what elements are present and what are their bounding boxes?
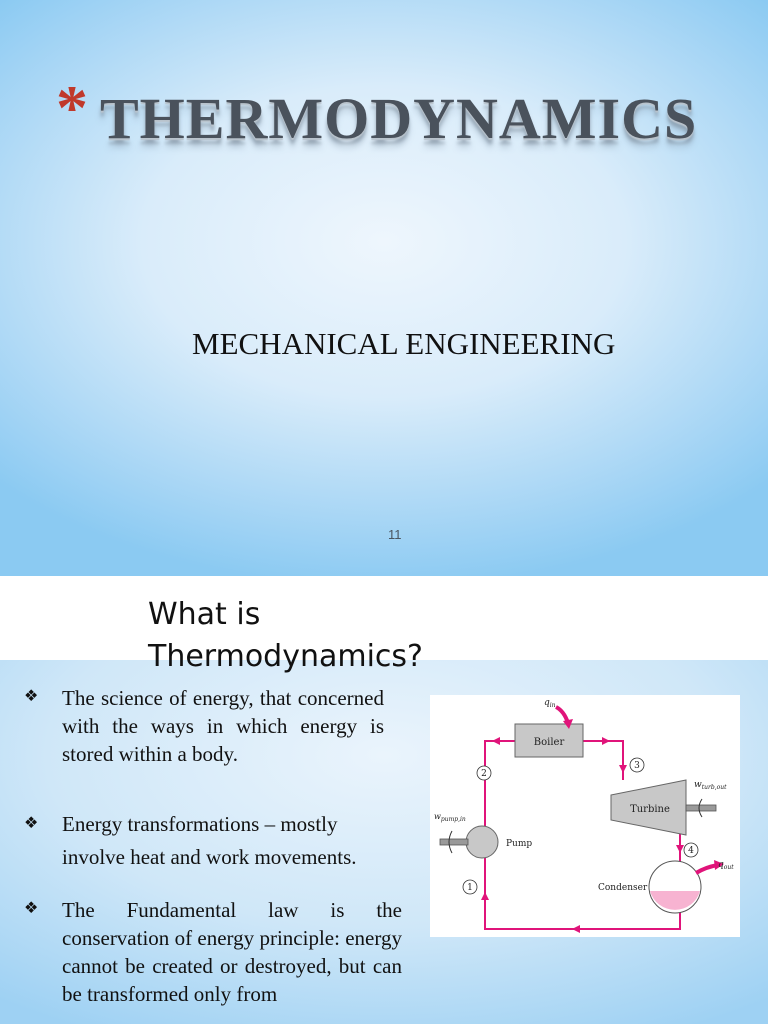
pipe-loop <box>475 741 680 929</box>
title-bar <box>0 576 768 674</box>
flow-arrows <box>481 737 684 933</box>
q-in-label: $q_{in}$ <box>544 698 556 709</box>
pump-label: Pump <box>506 839 533 849</box>
content-slide-title <box>148 594 423 678</box>
state-1-label: 1 <box>467 883 473 893</box>
pump-circle <box>466 826 498 858</box>
w-pump-label: $w_{pump,in}$ <box>434 812 466 823</box>
rankine-cycle-diagram <box>430 695 740 937</box>
bullet-text: Energy transformations – mostly involve heat and work movements. <box>62 812 357 869</box>
diamond-bullet-icon: ❖ <box>24 686 39 705</box>
cycle-svg <box>430 695 740 937</box>
bullet-item <box>22 684 384 768</box>
slide-number: 11 <box>388 527 402 542</box>
diamond-bullet-icon: ❖ <box>24 898 39 917</box>
condenser-label: Condenser <box>598 883 648 893</box>
bullet-item <box>22 808 382 874</box>
state-3-label: 3 <box>634 761 640 771</box>
diamond-bullet-icon: ❖ <box>24 813 39 832</box>
slide-subtitle: MECHANICAL ENGINEERING <box>192 326 616 361</box>
state-4-label: 4 <box>688 846 694 856</box>
title-row <box>56 70 736 160</box>
w-turb-label: $w_{turb,out}$ <box>694 780 727 791</box>
state-2-label: 2 <box>481 769 487 779</box>
title-line-1: What is <box>148 597 261 632</box>
bullet-text: The Fundamental law is the conservation of energy principle: energy cannot be created or destroyed, but can be transformed only from <box>62 898 402 1006</box>
asterisk-icon: * <box>56 72 88 143</box>
condensate-fill <box>650 891 700 910</box>
turbine-shaft <box>686 805 716 811</box>
q-out-label: $q_{out}$ <box>718 860 734 871</box>
bullet-item <box>22 896 402 1008</box>
pump-shaft <box>440 839 468 845</box>
content-slide <box>0 576 768 1024</box>
turbine-label: Turbine <box>630 804 670 815</box>
bullet-text: The science of energy, that concerned with the ways in which energy is stored within a body. <box>62 686 384 766</box>
slide-title: THERMODYNAMICS <box>100 86 698 151</box>
title-line-2: Thermodynamics? <box>148 639 423 674</box>
boiler-label: Boiler <box>533 737 565 748</box>
